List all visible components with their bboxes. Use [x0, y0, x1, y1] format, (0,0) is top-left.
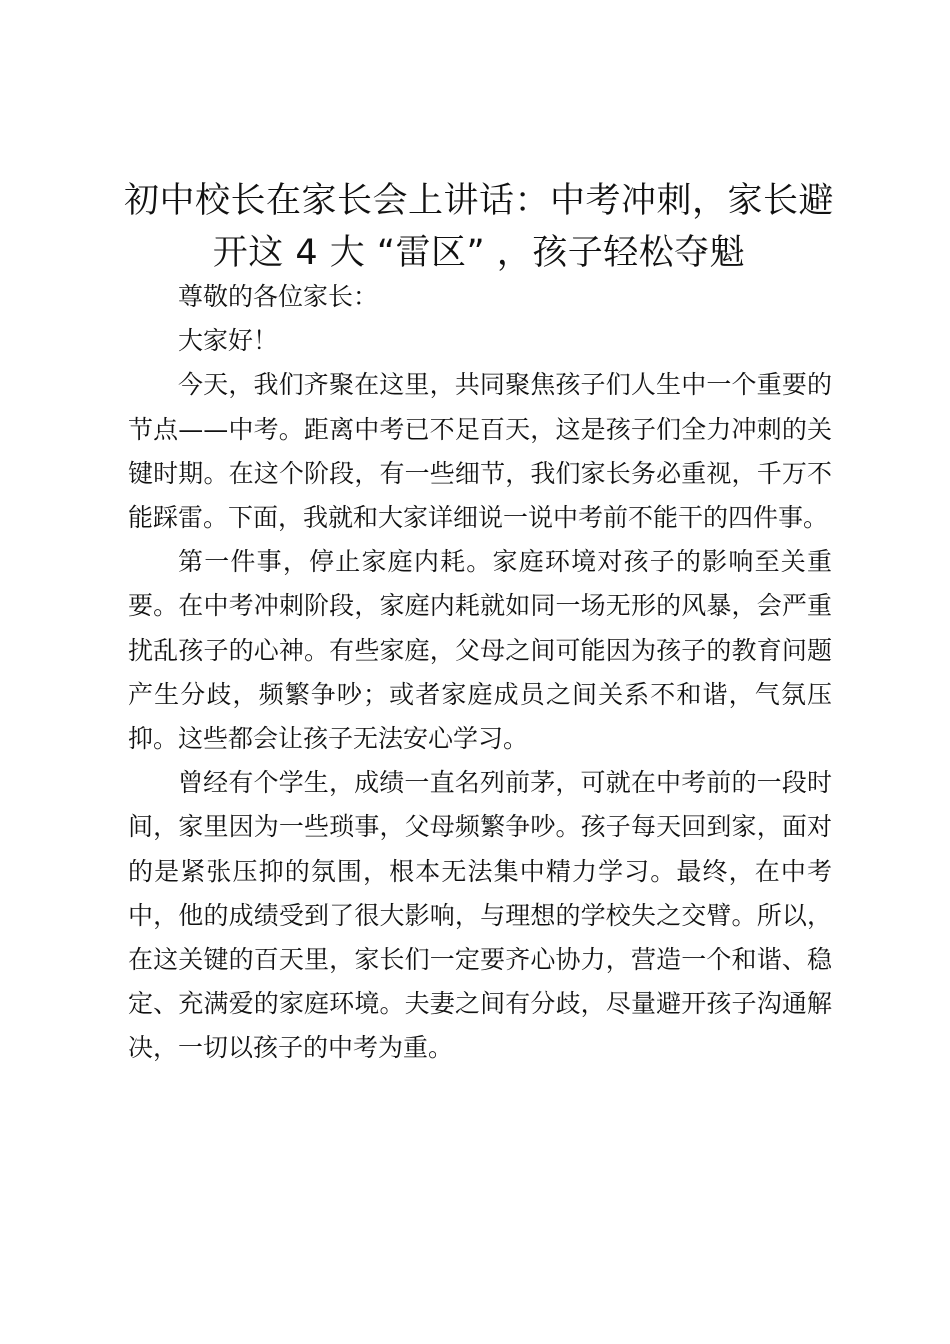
intro-paragraph: 今天，我们齐聚在这里，共同聚焦孩子们人生中一个重要的节点——中考。距离中考已不足百天，这是孩子们全力冲刺的关键时期。在这个阶段，有一些细节，我们家长务必重视，千万不能踩雷。下面，我就和大家详细说一说中考前不能干的四件事。: [128, 370, 832, 533]
document-title: 初中校长在家长会上讲话：中考冲刺，家长避开这 4 大 “雷区” ，孩子轻松夺魁: [123, 181, 834, 273]
document-body: [128, 275, 832, 1071]
first-point-paragraph: 第一件事，停止家庭内耗。家庭环境对孩子的影响至关重要。在中考冲刺阶段，家庭内耗就如同一场无形的风暴，会严重扰乱孩子的心神。有些家庭，父母之间可能因为孩子的教育问题产生分歧，频繁争吵；或者家庭成员之间关系不和谐，气氛压抑。这些都会让孩子无法安心学习。: [128, 547, 832, 754]
salutation-paragraph: 尊敬的各位家长：: [178, 282, 379, 311]
greeting-paragraph: 大家好！: [178, 326, 279, 356]
example-paragraph: 曾经有个学生，成绩一直名列前茅，可就在中考前的一段时间，家里因为一些琐事，父母频繁争吵。孩子每天回到家，面对的是紧张压抑的氛围，根本无法集中精力学习。最终，在中考中，他的成绩受到了很大影响，与理想的学校失之交臂。所以，在这关键的百天里，家长们一定要齐心协力，营造一个和谐、稳定、充满爱的家庭环境。夫妻之间有分歧，尽量避开孩子沟通解决，一切以孩子的中考为重。: [128, 768, 832, 1063]
